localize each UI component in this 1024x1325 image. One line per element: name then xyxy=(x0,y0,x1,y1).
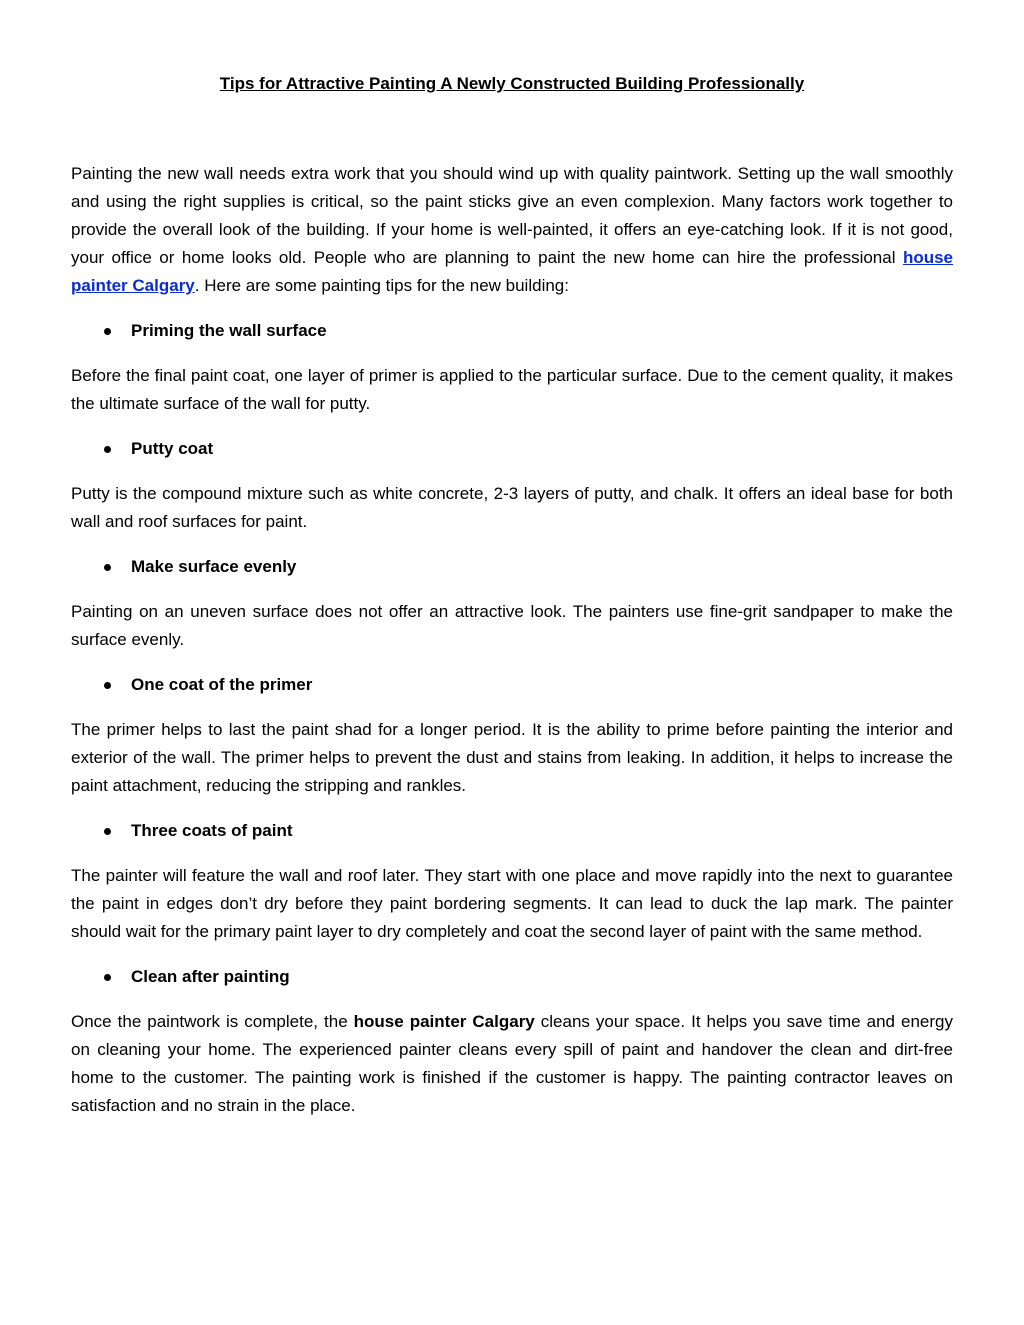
bullet-heading-putty xyxy=(71,435,953,463)
bullet-heading-primer-coat xyxy=(71,671,953,699)
document-title: Tips for Attractive Painting A Newly Constructed Building Professionally xyxy=(219,74,805,93)
closing-text: Once the paintwork is complete, the xyxy=(71,1012,354,1031)
section-paragraph: The primer helps to last the paint shad for a longer period. It is the ability to prime before painting the interior and exterior of the wall. The primer helps to prevent the dust and stains from leaking. In addition, it helps to increase the paint attachment, reducing the stripping and rankles. xyxy=(71,720,953,795)
house-painter-calgary-bold: house painter Calgary xyxy=(353,1012,535,1031)
bullet-heading-three-coats xyxy=(71,817,953,845)
intro-text-end: . Here are some painting tips for the new building: xyxy=(194,276,569,295)
intro-paragraph xyxy=(71,160,953,300)
document-body xyxy=(71,160,953,1137)
bullet-icon xyxy=(104,564,111,571)
bullet-icon xyxy=(104,446,111,453)
bullet-heading-text: Priming the wall surface xyxy=(131,321,327,340)
bullet-heading-text: One coat of the primer xyxy=(131,675,313,694)
bullet-heading-priming xyxy=(71,317,953,345)
section-paragraph: Before the final paint coat, one layer of primer is applied to the particular surface. Due to the cement quality, it makes the ultimate surface of the wall for putty. xyxy=(71,366,953,413)
bullet-icon xyxy=(104,682,111,689)
bullet-heading-clean xyxy=(71,963,953,991)
bullet-icon xyxy=(104,828,111,835)
closing-text-end: cleans your space. It helps you save time and energy on cleaning your home. The experienced painter cleans every spill of paint and handover the clean and dirt-free home to the customer. The painting work is finished if the customer is happy. The painting contractor leaves on satisfaction and no strain in the place. xyxy=(71,1012,953,1115)
bullet-heading-text: Clean after painting xyxy=(131,967,290,986)
section-paragraph: The painter will feature the wall and roof later. They start with one place and move rapidly into the next to guarantee the paint in edges don’t dry before they paint bordering segments. It can lead to duck the lap mark. The painter should wait for the primary paint layer to dry completely and coat the second layer of paint with the same method. xyxy=(71,866,953,941)
bullet-heading-text: Putty coat xyxy=(131,439,214,458)
bullet-icon xyxy=(104,328,111,335)
intro-text: Painting the new wall needs extra work that you should wind up with quality paintwork. Setting up the wall smoothly and using the right supplies is critical, so the paint sticks give an even complexion. Many factors work together to provide the overall look of the building. If your home is well-painted, it offers an eye-catching look. If it is not good, your office or home looks old. People who are planning to paint the new home can hire the professional xyxy=(71,164,953,267)
bullet-heading-text: Make surface evenly xyxy=(131,557,297,576)
house-painter-calgary-link[interactable]: house painter Calgary xyxy=(71,248,953,295)
section-paragraph: Putty is the compound mixture such as white concrete, 2-3 layers of putty, and chalk. It offers an ideal base for both wall and roof surfaces for paint. xyxy=(71,484,953,531)
closing-paragraph xyxy=(71,1008,953,1120)
bullet-heading-text: Three coats of paint xyxy=(131,821,293,840)
bullet-icon xyxy=(104,974,111,981)
section-paragraph: Painting on an uneven surface does not offer an attractive look. The painters use fine-grit sandpaper to make the surface evenly. xyxy=(71,602,953,649)
bullet-heading-surface xyxy=(71,553,953,581)
